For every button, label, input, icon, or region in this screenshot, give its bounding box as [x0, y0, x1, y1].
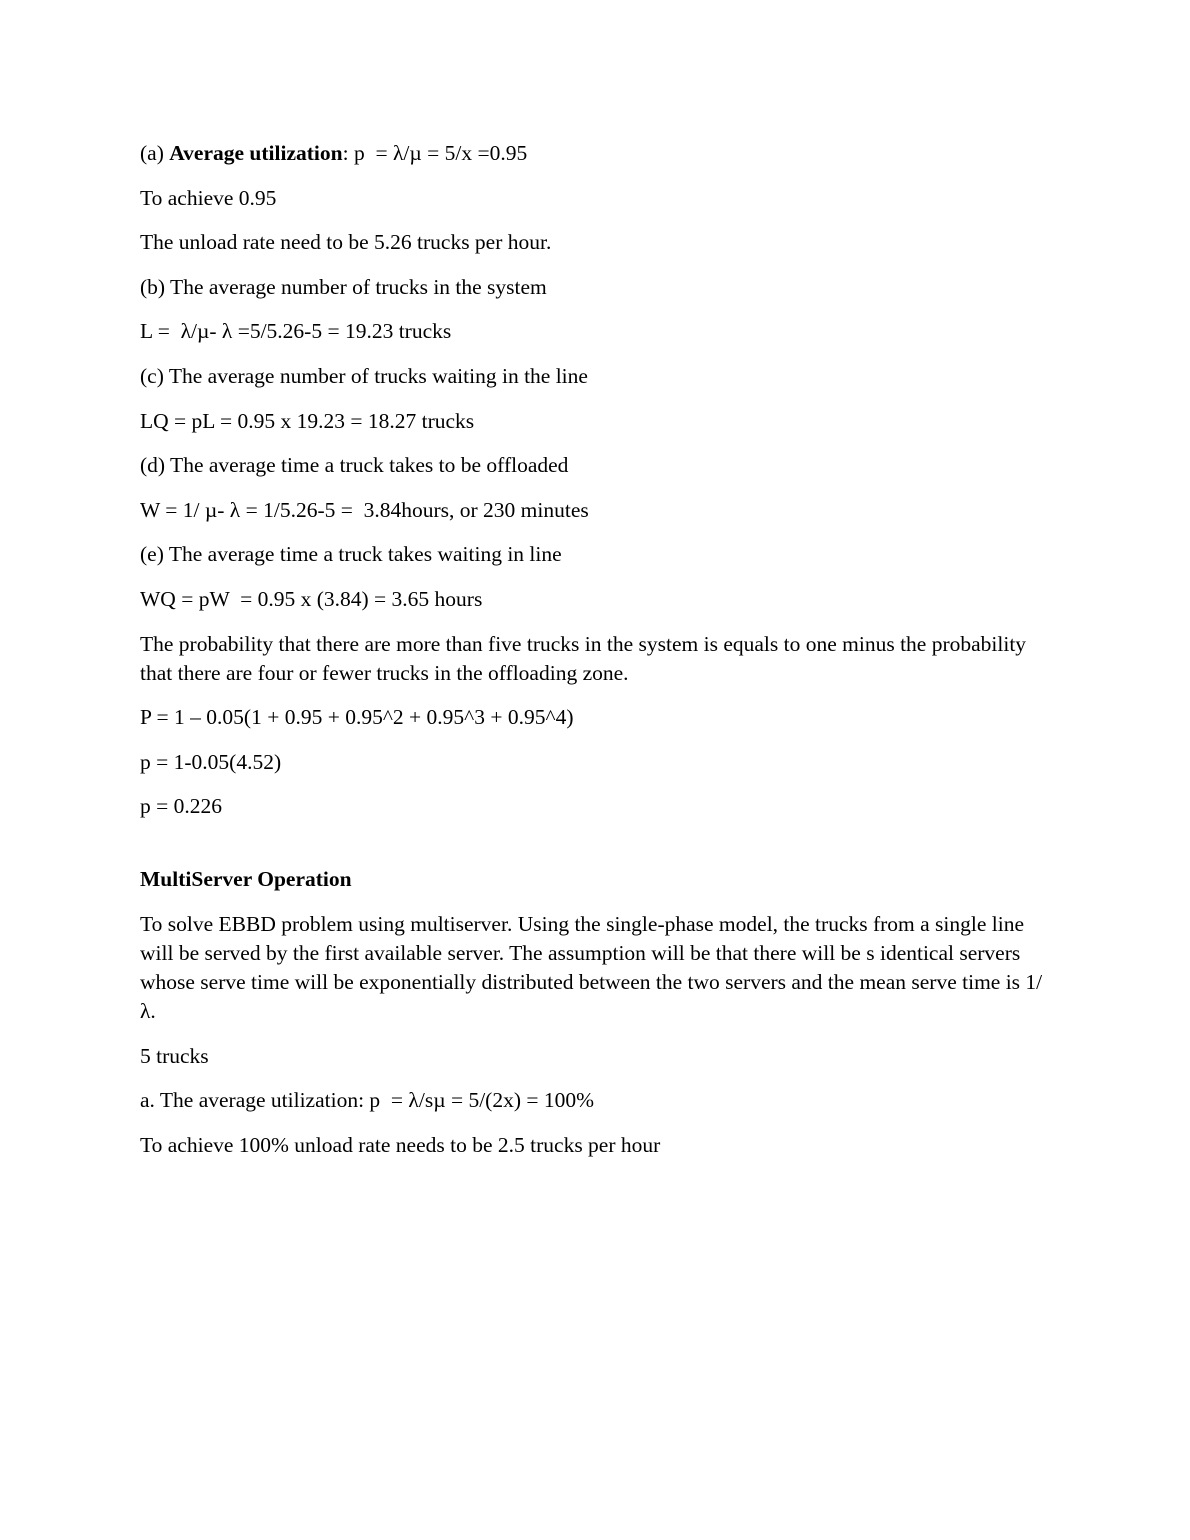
paragraph-b-heading: (b) The average number of trucks in the system — [140, 274, 547, 299]
formula-p-expanded: P = 1 – 0.05(1 + 0.95 + 0.95^2 + 0.95^3 + 0.95^4) — [140, 705, 574, 730]
formula-p-simplified: p = 1-0.05(4.52) — [140, 749, 282, 774]
paragraph-prefix: (a) — [140, 141, 170, 165]
section-heading-multiserver: MultiServer Operation — [140, 867, 352, 892]
formula-w: W = 1/ µ- λ = 1/5.26-5 = 3.84hours, or 230 minutes — [140, 497, 589, 522]
paragraph-d-heading: (d) The average time a truck takes to be offloaded — [140, 453, 569, 478]
paragraph-c-heading: (c) The average number of trucks waiting in the line — [140, 363, 588, 388]
paragraph-unload-rate: The unload rate need to be 5.26 trucks per hour. — [140, 230, 552, 255]
paragraph-e-heading: (e) The average time a truck takes waiting in line — [140, 542, 562, 567]
paragraph-probability: The probability that there are more than five trucks in the system is equals to one minus the probability that there are four or fewer trucks in the offloading zone. — [140, 631, 1032, 685]
utilization-formula: : p = λ/µ = 5/x =0.95 — [342, 141, 528, 165]
formula-l: L = λ/µ- λ =5/5.26-5 = 19.23 trucks — [140, 319, 452, 344]
document-body — [140, 139, 1050, 1175]
paragraph-to-achieve: To achieve 0.95 — [140, 185, 277, 210]
paragraph-multiserver-description: To solve EBBD problem using multiserver. Using the single-phase model, the trucks from a single line will be served by the first available server. The assumption will be that there will be s identical servers whose serve time will be exponentially distributed between the two servers and the mean serve time is 1/ λ. — [140, 911, 1048, 1023]
paragraph-average-utilization — [140, 139, 1050, 168]
bold-term-average-utilization: Average utilization — [169, 141, 343, 165]
formula-wq: WQ = pW = 0.95 x (3.84) = 3.65 hours — [140, 586, 483, 611]
paragraph-five-trucks: 5 trucks — [140, 1043, 209, 1068]
formula-multiserver-utilization: a. The average utilization: p = λ/sµ = 5/(2x) = 100% — [140, 1088, 595, 1113]
formula-p-result: p = 0.226 — [140, 794, 223, 819]
formula-lq: LQ = pL = 0.95 x 19.23 = 18.27 trucks — [140, 408, 475, 433]
paragraph-multiserver-unload-rate: To achieve 100% unload rate needs to be 2.5 trucks per hour — [140, 1132, 661, 1157]
